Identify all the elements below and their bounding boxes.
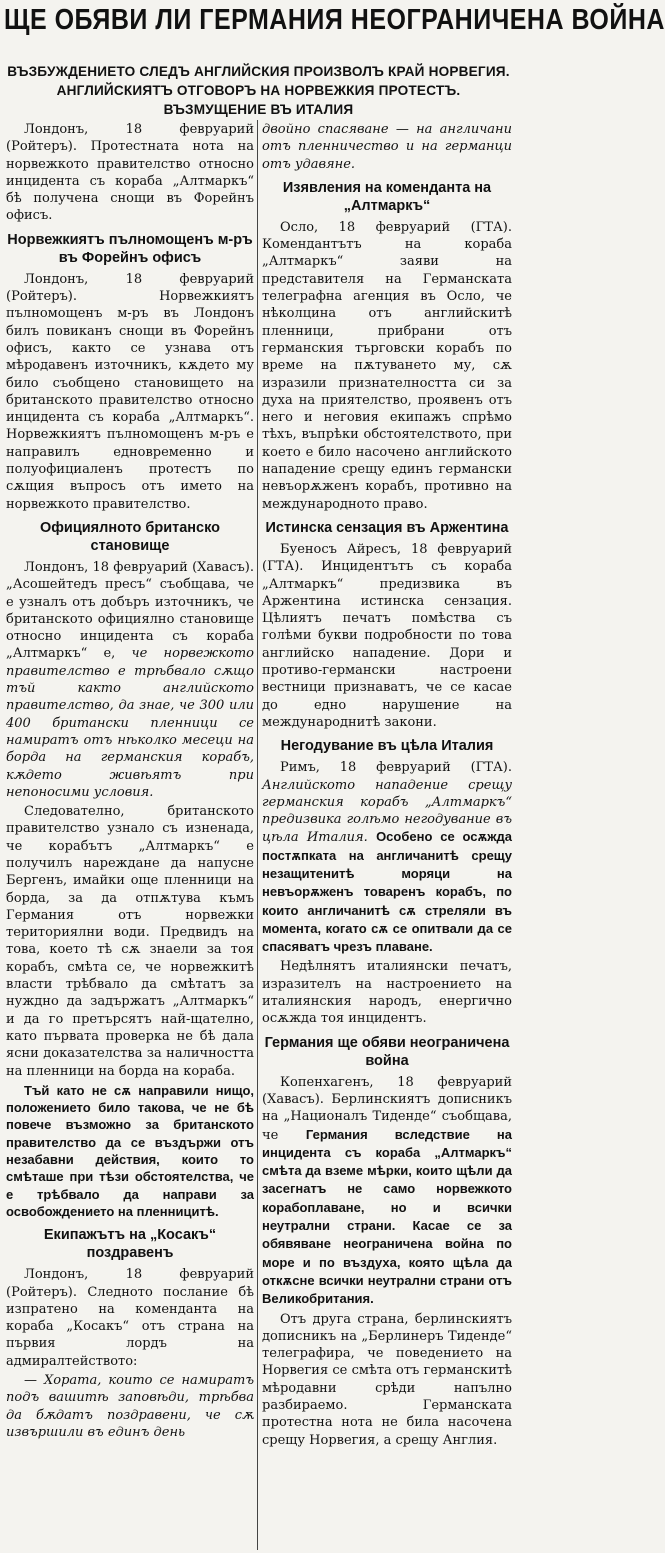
article-paragraph: Буеносъ Айресъ, 18 февруарий (ГТА). Инцидентътъ съ кораба „Алтмаркъ“ предизвика въ Аржентина истинска сензация. Цѣлиятъ печатъ помѣства съ голѣми букви подробности по това английско нападение. Дори и противо-германски настроени вестници признаватъ, че се касае до едно нарушение на международнитѣ закони.	[262, 541, 512, 730]
section-heading-cossack-crew: Екипажътъ на „Косакъ“ поздравенъ	[43, 1227, 217, 1262]
section-heading-british-position: Официялното британско становище	[39, 519, 221, 554]
italic-text: Английското нападение срещу германския корабъ „Алтмаркъ“ предизвика голѣмо негодувание въ цѣла Италия.	[262, 777, 512, 846]
headline: ЩЕ ОБЯВИ ЛИ ГЕРМАНИЯ НЕОГРАНИЧЕНА ВОЙНА	[4, 3, 665, 37]
article-paragraph: Осло, 18 февруарий (ГТА). Комендантътъ на кораба „Алтмаркъ“ заяви на представителя на Германската телеграфна агенция въ Осло, че нѣколцина отъ английскитѣ пленници, прибрани отъ германския търговски корабъ по време на пѫтуването му, сѫ изразили признателността си за духа на приятелство, проявенъ отъ него и неговия екипажъ спрѣмо тѣхъ, въпрѣки обстоятелството, при което е било насочено английското нападение срещу единъ германски невъорѫженъ корабъ, противно на международното право.	[262, 219, 512, 512]
left-column	[6, 121, 254, 1549]
section-heading-argentina: Истинска сензация въ Аржентина	[265, 519, 509, 536]
article-paragraph: Копенхагенъ, 18 февруарий (Хавасъ). Берлинскиятъ дописникъ на „Националъ Тиденде“ съобщава, че Германия вследствие на инцидента съ кораба „Алтмаркъ“ смѣта да вземе мѣрки, които щѣли да засегнатъ не само норвежкото корабоплаване, но и всички неутрални страни. Касае се за обявяване неограничена война по море и по въздуха, която щѣла да откѫсне всички неутрални страни отъ Великобритания.	[262, 1074, 512, 1307]
article-intro: Лондонъ, 18 февруарий (Ройтеръ). Протестната нота на норвежкото правителство относно инцидента съ кораба „Алтмаркъ“ бѣ получена снощи въ Форейнъ офисъ.	[6, 122, 254, 224]
article-paragraph: Недѣлнятъ италиянски печатъ, изразителъ на настроението на италиянския народъ, енергично осѫжда тоя инцидентъ.	[262, 959, 512, 1027]
article-paragraph: Римъ, 18 февруарий (ГТА). Английското нападение срещу германския корабъ „Алтмаркъ“ предизвика голѣмо негодувание въ цѣла Италия. Особено се осѫжда постѫпката на англичанитѣ срещу незащитенитѣ моряци на невъорѫженъ товаренъ корабъ, по които англичанитѣ сѫ стреляли въ момента, когато сѫ се опитвали да се спасяватъ чрезъ плаване.	[262, 760, 512, 955]
section-heading-unrestricted-war: Германия ще обяви неограничена война	[264, 1034, 510, 1069]
section-heading-commandant: Изявления на коменданта на „Алтмаркъ“	[282, 179, 492, 214]
bold-text: Германия вследствие на инцидента съ кораба „Алтмаркъ“ смѣта да вземе мѣрки, които щѣли да засегнатъ не само норвежкото корабоплаване, но и всички неутрални страни. Касае се за обявяване неограничена война по море и по въздуха, която щѣла да откѫсне всички неутрални страни отъ Великобритания.	[262, 1126, 512, 1307]
article-paragraph: Следователно, британското правителство узнало съ изненада, че корабътъ „Алтмаркъ“ е получилъ нареждане да напусне Бергенъ, имайки още пленници на борда, за да отпѫтува къмъ Германия отъ норвежки териториялни води. Предвидъ на това, което тѣ сѫ знаели за тоя корабъ, смѣта се, че норвежкитѣ власти трѣбвало да смѣтатъ за нуждно да задържатъ „Алтмаркъ“ и да го претърсятъ най-щателно, като първата проверка не бѣ дала ясни доказателства за наличността на пленници на борда на кораба.	[6, 804, 254, 1079]
article-quote: — Хората, които се намиратъ подъ вашитѣ заповѣди, трѣбва да бѫдатъ поздравени, че сѫ извършили въ единъ день	[6, 1373, 254, 1440]
article-paragraph: Лондонъ, 18 февруарий (Ройтеръ). Следното послание бѣ изпратено на коменданта на кораба „Косакъ“ отъ страна на първия лордъ на адмиралтейството:	[6, 1267, 254, 1369]
article-paragraph: Отъ друга страна, берлинскиятъ дописникъ на „Берлинеръ Тиденде“ телеграфира, че поведението на Норвегия се смѣта отъ германскитѣ мѣродавни срѣди напълно разбираемо. Германската протестна нота не била насочена срещу Норвегия, а срещу Англия.	[262, 1311, 512, 1448]
section-heading-norwegian-minister: Норвежкиятъ пълномощенъ м-ръ въ Форейнъ офисъ	[7, 231, 253, 266]
right-column	[262, 121, 512, 1549]
section-heading-italy: Негодувание въ цѣла Италия	[280, 738, 494, 755]
article-paragraph: Лондонъ, 18 февруарий (Хавасъ). „Асошейтедъ пресъ“ съобщава, че е узналъ отъ добъръ източникъ, че британското официялно становище относно инцидента съ кораба „Алтмаркъ“ е, че норвежкото правителство е трѣбвало сѫщо тъй както английското правителство, да знае, че 300 или 400 британски пленници се намиратъ отъ нѣколко месеци на борда на германския корабъ, кѫдето живѣятъ при непоносими условия.	[6, 559, 254, 800]
bold-text: Особено се осѫжда постѫпката на англичанитѣ срещу незащитенитѣ моряци на невъорѫженъ товаренъ корабъ, по които англичанитѣ сѫ стреляли въ момента, когато сѫ се опитвали да се спасяватъ чрезъ плаване.	[262, 829, 512, 955]
subheadline: ВЪЗБУЖДЕНИЕТО СЛЕДЪ АНГЛИЙСКИЯ ПРОИЗВОЛЪ КРАЙ НОРВЕГИЯ. АНГЛИЙСКИЯТЪ ОТГОВОРЪ НА НОРВЕЖКИЯ ПРОТЕСТЪ. ВЪЗМУЩЕНИЕ ВЪ ИТАЛИЯ	[7, 64, 510, 117]
article-paragraph: Лондонъ, 18 февруарий (Ройтеръ). Норвежкиятъ пълномощенъ м-ръ въ Лондонъ билъ повиканъ снощи въ Форейнъ офисъ, както се узнава отъ мѣродавенъ източникъ, кѫдето му било съобщено становището на британското правителство относно инцидента съ кораба „Алтмаркъ“. Норвежкиятъ пълномощенъ м-ръ е направилъ едновременно и полуофициаленъ протестъ по сѫщия въпросъ отъ името на норвежкото правителство.	[6, 271, 254, 512]
article-paragraph-bold: Тъй като не сѫ направили нищо, положението било такова, че не бѣ повече възможно за британското правителство да се въздържи отъ незабавни действия, които то смѣташе при тѣзи обстоятелства, че е трѣбвало да направи за освобождението на пленницитѣ.	[6, 1082, 254, 1219]
article-continuation: двойно спасяване — на англичани отъ пленничество и на германци отъ удавяне.	[262, 122, 512, 172]
column-divider	[257, 120, 258, 1550]
italic-text: че норвежкото правителство е трѣбвало сѫщо тъй както английското правителство, да знае, че 300 или 400 британски пленници се намиратъ отъ нѣколко месеци на борда на германския корабъ, кѫдето живѣятъ при непоносими условия.	[6, 646, 254, 800]
